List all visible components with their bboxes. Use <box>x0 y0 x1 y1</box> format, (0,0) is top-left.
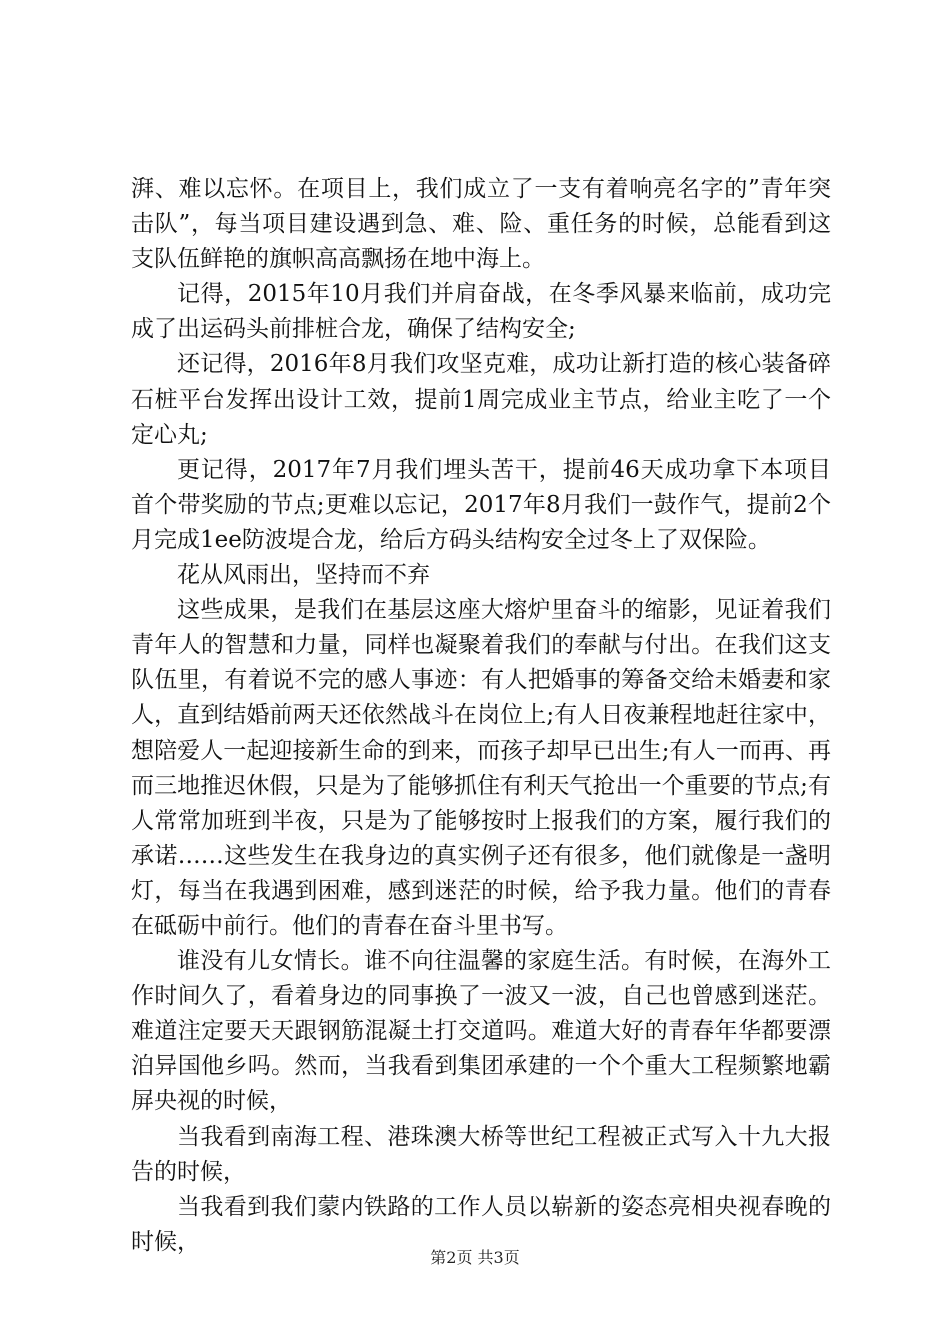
page-number-footer: 第2页 共3页 <box>430 1248 520 1267</box>
paragraph-south-sea-project: 当我看到南海工程、港珠澳大桥等世纪工程被正式写入十九大报告的时候， <box>131 1123 831 1185</box>
paragraph-2016-memory: 还记得，2016年8月我们攻坚克难，成功让新打造的核心装备碎石桩平台发挥出设计工效，提前1周完成业主节点，给业主吃了一个定心丸; <box>131 351 831 448</box>
paragraph-continuation: 湃、难以忘怀。在项目上，我们成立了一支有着响亮名字的”青年突击队”，每当项目建设遇到急、难、险、重任务的时候，总能看到这支队伍鲜艳的旗帜高高飘扬在地中海上。 <box>131 176 831 273</box>
paragraph-railway-staff: 当我看到我们蒙内铁路的工作人员以崭新的姿态亮相央视春晚的时候， <box>131 1193 831 1255</box>
paragraph-2015-memory: 记得，2015年10月我们并肩奋战，在冬季风暴来临前，成功完成了出运码头前排桩合龙，确保了结构安全; <box>131 281 831 343</box>
section-heading: 花从风雨出，坚持而不弃 <box>177 562 430 589</box>
paragraph-achievements: 这些成果，是我们在基层这座大熔炉里奋斗的缩影，见证着我们青年人的智慧和力量，同样也凝聚着我们的奉献与付出。在我们这支队伍里，有着说不完的感人事迹：有人把婚事的筹备交给未婚妻和家人，直到结婚前两天还依然战斗在岗位上;有人日夜兼程地赶往家中，想陪爱人一起迎接新生命的到来，而孩子却早已出生;有人一而再、再而三地推迟休假，只是为了能够抓住有利天气抢出一个重要的节点;有人常常加班到半夜，只是为了能够按时上报我们的方案，履行我们的承诺……这些发生在我身边的真实例子还有很多，他们就像是一盏明灯，每当在我遇到困难，感到迷茫的时候，给予我力量。他们的青春在砥砺中前行。他们的青春在奋斗里书写。 <box>131 597 831 939</box>
paragraph-family-life: 谁没有儿女情长。谁不向往温馨的家庭生活。有时候，在海外工作时间久了，看着身边的同事换了一波又一波，自己也曾感到迷茫。难道注定要天天跟钢筋混凝土打交道吗。难道大好的青春年华都要漂泊异国他乡吗。然而，当我看到集团承建的一个个重大工程频繁地霸屏央视的时候， <box>131 948 831 1115</box>
paragraph-2017-memory: 更记得，2017年7月我们埋头苦干，提前46天成功拿下本项目首个带奖励的节点;更难以忘记，2017年8月我们一鼓作气，提前2个月完成1ee防波堤合龙，给后方码头结构安全过冬上了双保险。 <box>131 456 831 553</box>
document-body <box>131 172 831 1260</box>
